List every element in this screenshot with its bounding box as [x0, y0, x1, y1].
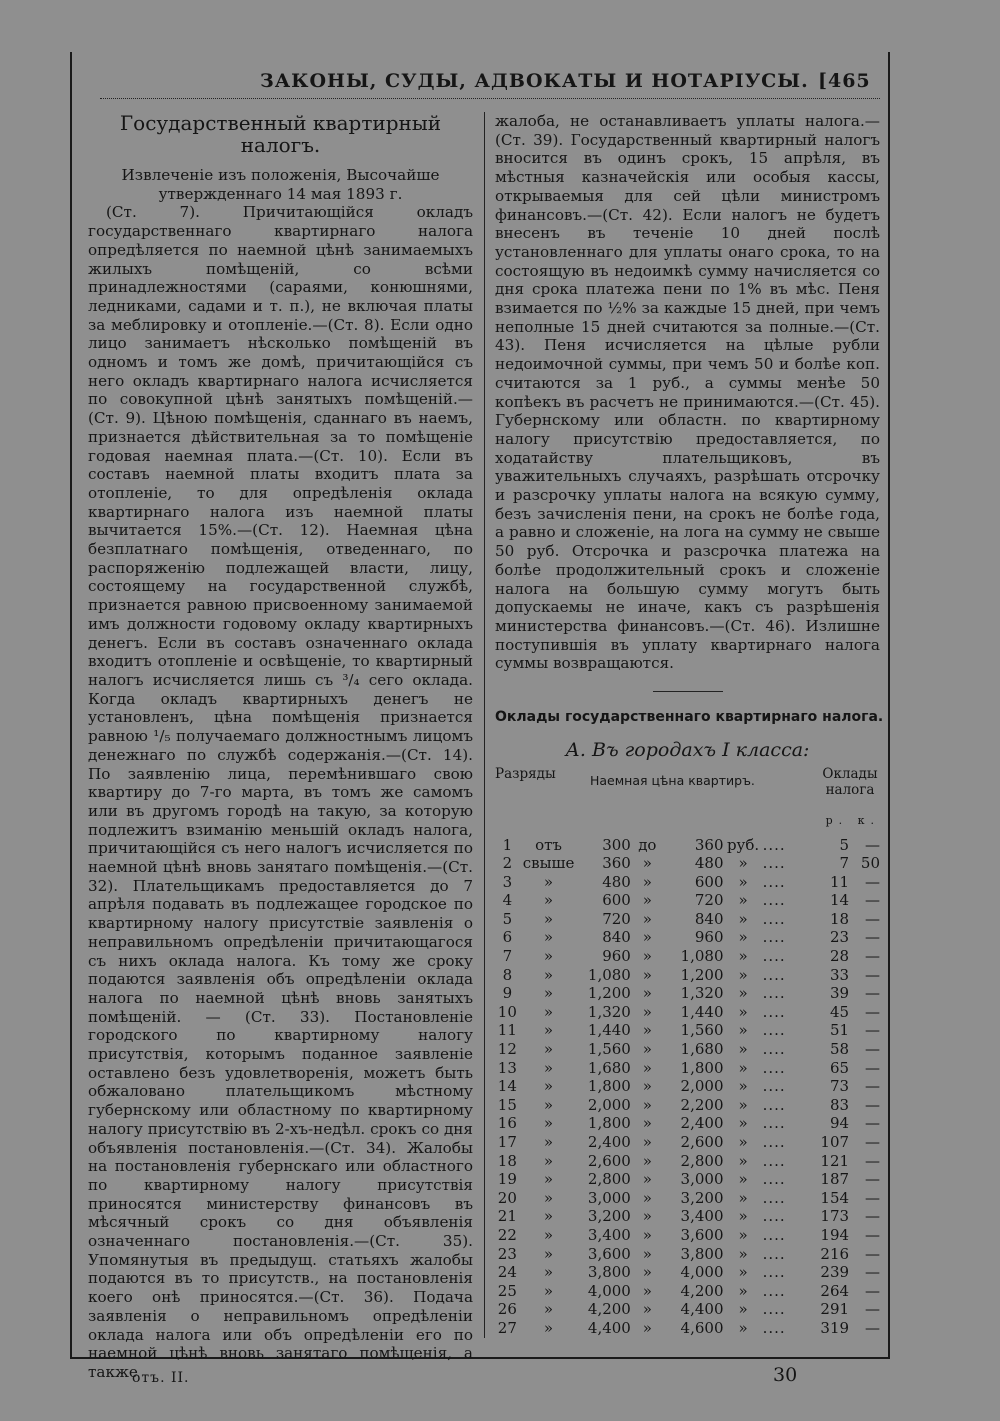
table-cell-n: 19	[497, 1170, 517, 1189]
table-row	[495, 1003, 880, 1022]
table-cell-k: —	[865, 1021, 880, 1040]
table-cell-r: 65	[829, 1058, 850, 1077]
table-cell-suf: »	[738, 1207, 748, 1226]
table-cell-mid: »	[642, 1225, 652, 1244]
table-cell-k: 50	[860, 854, 880, 873]
table-cell-r: 5	[839, 835, 850, 854]
table-cell-to: 1,320	[680, 984, 724, 1003]
table-cell-suf: »	[738, 1170, 748, 1189]
table-cell-dots: ....	[762, 1058, 786, 1077]
table-cell-k: —	[865, 1244, 880, 1263]
table-cell-suf: »	[738, 1114, 748, 1133]
table-cell-k: —	[865, 1077, 880, 1096]
table-cell-r: 18	[829, 909, 850, 928]
table-cell-dots: ....	[762, 835, 786, 854]
table-cell-n: 14	[497, 1077, 517, 1096]
table-cell-r: 14	[829, 891, 850, 910]
table-cell-r: 45	[829, 1002, 850, 1021]
table-cell-n: 10	[497, 1002, 517, 1021]
table-cell-to: 2,400	[680, 1114, 724, 1133]
table-cell-dots: ....	[762, 1263, 786, 1282]
table-cell-suf: »	[738, 891, 748, 910]
table-cell-pre: »	[543, 1002, 554, 1021]
table-cell-mid: »	[642, 928, 652, 947]
table-cell-from: 4,200	[587, 1300, 631, 1319]
table-row	[495, 854, 880, 873]
table-cell-from: 1,800	[587, 1077, 631, 1096]
table-cell-to: 2,000	[680, 1077, 724, 1096]
table-cell-pre: свыше	[522, 854, 575, 873]
table-cell-to: 2,600	[680, 1133, 724, 1151]
table-cell-from: 1,320	[587, 1002, 631, 1021]
table-cell-to: 3,800	[680, 1244, 724, 1263]
table-cell-to: 480	[694, 854, 724, 873]
table-cell-r: 319	[820, 1318, 850, 1337]
table-cell-r: 28	[829, 947, 850, 966]
table-cell-suf: »	[738, 1225, 748, 1244]
table-row	[495, 1096, 880, 1115]
table-cell-to: 2,200	[680, 1095, 724, 1114]
header-rub-kop: р. к.	[825, 813, 880, 827]
table-cell-n: 16	[497, 1114, 517, 1133]
table-cell-mid: »	[642, 1207, 652, 1226]
rates-table-body	[495, 836, 880, 1338]
table-cell-r: 58	[829, 1040, 850, 1059]
table-cell-to: 1,440	[680, 1002, 724, 1021]
article-title: Государственный квартирный налогъ.	[119, 111, 442, 157]
table-row	[495, 891, 880, 910]
table-cell-pre: »	[543, 891, 554, 910]
table-cell-pre: »	[543, 1095, 554, 1114]
rates-table	[495, 836, 880, 1338]
table-cell-dots: ....	[762, 984, 786, 1003]
table-cell-r: 23	[829, 928, 850, 947]
table-cell-n: 18	[497, 1151, 517, 1170]
table-cell-mid: »	[642, 1095, 652, 1114]
table-cell-r: 39	[829, 984, 850, 1003]
table-row	[495, 1077, 880, 1096]
table-cell-r: 187	[820, 1170, 850, 1189]
table-cell-mid: »	[642, 1300, 652, 1319]
table-cell-to: 720	[694, 891, 724, 910]
header-oklady: Оклады налога	[822, 765, 878, 798]
table-cell-dots: ....	[762, 1244, 786, 1263]
table-cell-to: 840	[694, 909, 724, 928]
table-cell-dots: ....	[762, 1225, 786, 1244]
table-cell-mid: »	[642, 1040, 652, 1059]
table-cell-suf: »	[738, 1077, 748, 1096]
table-cell-mid: »	[642, 947, 652, 966]
table-row	[495, 836, 880, 855]
table-row	[495, 1170, 880, 1189]
table-cell-from: 600	[602, 891, 631, 910]
table-cell-from: 1,200	[587, 984, 631, 1003]
table-cell-pre: »	[543, 1281, 554, 1300]
table-cell-dots: ....	[762, 928, 786, 947]
table-cell-suf: »	[738, 1300, 748, 1319]
table-cell-suf: »	[738, 965, 748, 984]
table-cell-from: 3,200	[587, 1207, 631, 1226]
table-row	[495, 1245, 880, 1264]
table-cell-mid: »	[642, 1002, 652, 1021]
table-cell-to: 4,600	[680, 1318, 724, 1337]
table-cell-suf: »	[738, 928, 748, 947]
table-cell-k: —	[865, 891, 880, 910]
table-row	[495, 1133, 880, 1152]
table-cell-k: —	[865, 984, 880, 1003]
table-header	[495, 766, 880, 836]
table-cell-from: 360	[602, 854, 631, 873]
table-cell-from: 2,000	[587, 1095, 631, 1114]
table-row	[495, 984, 880, 1003]
table-cell-mid: »	[642, 1281, 652, 1300]
table-cell-k: —	[865, 1095, 880, 1114]
table-cell-n: 20	[497, 1188, 517, 1207]
table-cell-dots: ....	[762, 1281, 786, 1300]
table-cell-to: 1,080	[680, 947, 724, 966]
table-row	[495, 1021, 880, 1040]
table-cell-to: 2,800	[680, 1151, 724, 1170]
table-cell-dots: ....	[762, 1095, 786, 1114]
table-row	[495, 1189, 880, 1208]
table-cell-k: —	[865, 1263, 880, 1282]
table-cell-pre: »	[543, 909, 554, 928]
table-cell-dots: ....	[762, 947, 786, 966]
table-cell-pre: »	[543, 1040, 554, 1059]
table-cell-r: 121	[820, 1151, 850, 1170]
table-cell-k: —	[865, 928, 880, 947]
table-cell-n: 7	[502, 947, 513, 966]
table-cell-pre: »	[543, 872, 554, 891]
table-cell-from: 1,560	[587, 1040, 631, 1059]
table-cell-to: 4,000	[680, 1263, 724, 1282]
table-cell-dots: ....	[762, 891, 786, 910]
table-row	[495, 1040, 880, 1059]
table-cell-n: 5	[502, 909, 513, 928]
table-cell-suf: »	[738, 1263, 748, 1282]
article-subtitle: Извлеченіе изъ положенія, Высочайше утвержденнаго 14 мая 1893 г.	[121, 166, 440, 203]
table-cell-to: 1,800	[680, 1058, 724, 1077]
table-cell-suf: »	[738, 947, 748, 966]
table-cell-from: 840	[602, 928, 631, 947]
table-cell-to: 1,680	[680, 1040, 724, 1059]
table-row	[495, 1226, 880, 1245]
table-cell-dots: ....	[762, 854, 786, 873]
table-cell-k: —	[865, 1170, 880, 1189]
table-cell-pre: »	[543, 1225, 554, 1244]
right-column	[495, 112, 884, 1338]
table-cell-mid: »	[642, 1318, 652, 1337]
table-cell-k: —	[865, 1188, 880, 1207]
table-cell-pre: »	[543, 1300, 554, 1319]
table-cell-r: 264	[820, 1281, 850, 1300]
table-cell-n: 21	[497, 1207, 517, 1226]
table-cell-r: 216	[820, 1244, 850, 1263]
running-head	[260, 70, 871, 92]
table-cell-n: 25	[497, 1281, 517, 1300]
table-cell-suf: »	[738, 1281, 748, 1300]
table-cell-dots: ....	[762, 1002, 786, 1021]
table-cell-r: 51	[829, 1021, 850, 1040]
header-rule	[100, 98, 880, 109]
table-cell-mid: »	[642, 854, 652, 873]
table-cell-mid: »	[642, 872, 652, 891]
table-cell-k: —	[865, 909, 880, 928]
page-number: [465	[818, 70, 871, 92]
table-cell-dots: ....	[762, 1114, 786, 1133]
table-cell-from: 3,600	[587, 1244, 631, 1263]
table-cell-from: 1,080	[587, 965, 631, 984]
table-cell-to: 360	[694, 835, 724, 854]
table-cell-pre: »	[543, 965, 554, 984]
table-cell-suf: »	[738, 1133, 748, 1151]
table-cell-r: 194	[820, 1225, 850, 1244]
table-cell-suf: »	[738, 1151, 748, 1170]
table-cell-pre: »	[543, 1058, 554, 1077]
table-row	[495, 1059, 880, 1078]
table-cell-r: 291	[820, 1300, 850, 1319]
table-cell-r: 107	[820, 1133, 850, 1151]
table-row	[495, 966, 880, 985]
table-cell-mid: »	[642, 1170, 652, 1189]
table-subtitle: А. Въ городахъ I класса:	[565, 738, 810, 761]
table-cell-dots: ....	[762, 1207, 786, 1226]
table-cell-k: —	[865, 947, 880, 966]
column-divider	[484, 112, 485, 1338]
table-cell-k: —	[865, 835, 880, 854]
table-cell-k: —	[865, 965, 880, 984]
table-cell-from: 300	[602, 835, 631, 854]
table-cell-dots: ....	[762, 1170, 786, 1189]
table-cell-pre: »	[543, 1021, 554, 1040]
table-cell-from: 3,000	[587, 1188, 631, 1207]
table-cell-r: 94	[829, 1114, 850, 1133]
table-cell-n: 1	[502, 835, 513, 854]
table-cell-k: —	[865, 1058, 880, 1077]
table-cell-mid: »	[642, 1133, 652, 1151]
table-cell-from: 2,400	[587, 1133, 631, 1151]
table-cell-to: 3,200	[680, 1188, 724, 1207]
table-cell-from: 4,400	[587, 1318, 631, 1337]
table-row	[495, 873, 880, 892]
table-cell-n: 22	[497, 1225, 517, 1244]
table-row	[495, 1300, 880, 1319]
table-cell-dots: ....	[762, 909, 786, 928]
running-head-title: ЗАКОНЫ, СУДЫ, АДВОКАТЫ И НОТАРІУСЫ.	[260, 70, 809, 92]
table-cell-pre: »	[543, 1188, 554, 1207]
table-cell-r: 7	[839, 854, 850, 873]
table-row	[495, 910, 880, 929]
table-cell-suf: »	[738, 1058, 748, 1077]
table-cell-suf: »	[738, 854, 748, 873]
table-cell-from: 1,680	[587, 1058, 631, 1077]
table-row	[495, 1114, 880, 1133]
table-cell-mid: »	[642, 909, 652, 928]
table-cell-from: 720	[602, 909, 631, 928]
table-cell-to: 3,400	[680, 1207, 724, 1226]
table-cell-mid: »	[642, 1263, 652, 1282]
table-cell-k: —	[865, 1207, 880, 1226]
table-cell-pre: »	[543, 1114, 554, 1133]
table-cell-pre: »	[543, 1077, 554, 1096]
article-body-right: жалоба, не останавливаетъ уплаты налога.—(Ст. 39). Государственный квартирный налогъ вносится въ одинъ срокъ, 15 апрѣля, въ мѣстныя казначейскія или особыя кассы, открываемыя для сей цѣли министромъ финансовъ.—(Ст. 42). Если налогъ не будетъ внесенъ въ теченіе 10 дней послѣ установленнаго для уплаты онаго срока, то на состоящую въ недоимкѣ сумму начисляется со дня срока платежа пени по 1% въ мѣс. Пеня взимается по ½% за каждые 15 дней, при чемъ неполные 15 дней считаются за полные.—(Ст. 43). Пеня исчисляется на цѣлые рубли недоимочной суммы, при чемъ 50 и болѣе коп. считаются за 1 руб., а суммы менѣе 50 копѣекъ въ расчетъ не принимаются.—(Ст. 45). Губернскому или областн. по квартирному налогу присутствію предоставляется, по ходатайству плательщиковъ, въ уважительныхъ случаяхъ, разрѣшать отсрочку и разсрочку уплаты налога на всякую сумму, безъ зачисленія пени, на срокъ не болѣе года, а равно и сложеніе, на лога на сумму не свыше 50 руб. Отсрочка и разсрочка платежа на болѣе продолжительный срокъ и сложеніе налога на большую сумму могутъ быть допускаемы не иначе, какъ съ разрѣшенія министерства финансовъ.—(Ст. 46). Излишне поступившія въ уплату квартирнаго налога суммы возвращаются.	[495, 112, 880, 673]
table-cell-k: —	[865, 1002, 880, 1021]
footer-signature: отъ. II.	[132, 1370, 190, 1386]
table-cell-k: —	[865, 1225, 880, 1244]
header-naemnaya-cena: Наемная цѣна квартиръ.	[590, 772, 755, 788]
table-cell-k: —	[865, 1300, 880, 1319]
article-body-left: (Ст. 7). Причитающійся окладъ государственнаго квартирнаго налога опредѣляется по наемной цѣнѣ занимаемыхъ жилыхъ помѣщеній, со всѣми принадлежностями (сараями, конюшнями, ледниками, садами и т. п.), не включая платы за меблировку и отопленіе.—(Ст. 8). Если одно лицо занимаетъ нѣсколько помѣщеній въ одномъ и томъ же домѣ, причитающійся съ него окладъ квартирнаго налога исчисляется по совокупной цѣнѣ занятыхъ помѣщеній.—(Ст. 9). Цѣною помѣщенія, сданнаго въ наемъ, признается дѣйствительная за то помѣщеніе годовая наемная плата.—(Ст. 10). Если въ составъ наемной платы входитъ плата за отопленіе, то для опредѣленія оклада квартирнаго налога изъ наемной платы вычитается 15%.—(Ст. 12). Наемная цѣна безплатнаго помѣщенія, отведеннаго, по распоряженію подлежащей власти, лицу, состоящему на государственной службѣ, признается равною присвоенному занимаемой имъ должности годовому окладу квартирныхъ денегъ. Если въ составъ означеннаго оклада входитъ отопленіе и освѣщеніе, то квартирный налогъ исчисляется лишь съ ³/₄ сего оклада. Когда окладъ квартирныхъ денегъ не установленъ, цѣна помѣщенія признается равною ¹/₅ получаемаго должностнымъ лицомъ денежнаго по службѣ содержанія.—(Ст. 14). По заявленію лица, перемѣнившаго свою квартиру до 7-го марта, въ томъ же самомъ или въ другомъ городѣ на такую, за которую подлежитъ взиманію меньшій окладъ налога, причитающійся съ него налогъ исчисляется по наемной цѣнѣ вновь занятаго помѣщенія.—(Ст. 32). Плательщикамъ предоставляется до 7 апрѣля подавать въ подлежащее городское по квартирному налогу присутствіе заявленія о неправильномъ опредѣленіи причитающагося съ нихъ оклада налога. Къ тому же сроку подаются заявленія объ опредѣленіи оклада налога по наемной цѣнѣ вновь занятыхъ помѣщеній. — (Ст. 33). Постановленіе городского по квартирному налогу присутствія, которымъ поданное заявленіе оставлено безъ удовлетворенія, можетъ быть обжаловано плательщикомъ мѣстному губернскому или областному по квартирному налогу присутствію въ 2-хъ-недѣл. срокъ со дня объявленія постановленія.—(Ст. 34). Жалобы на постановленія губернскаго или областного по квартирному налогу присутствія приносятся министерству финансовъ въ мѣсячный срокъ со дня объявленія означеннаго постановленія.—(Ст. 35). Упомянутыя въ предыдущ. статьяхъ жалобы подаются въ то присутств., на постановленія коего онѣ приносятся.—(Ст. 36). Подача заявленія о неправильномъ опредѣленіи оклада налога или объ опредѣленіи его по наемной цѣнѣ вновь занятаго помѣщенія, а также	[88, 203, 473, 1381]
table-cell-suf: »	[738, 984, 748, 1003]
table-cell-n: 4	[502, 891, 513, 910]
table-cell-mid: »	[642, 1188, 652, 1207]
table-cell-r: 173	[820, 1207, 850, 1226]
table-cell-pre: »	[543, 1244, 554, 1263]
table-cell-dots: ....	[762, 1300, 786, 1319]
table-cell-to: 3,000	[680, 1170, 724, 1189]
table-cell-n: 15	[497, 1095, 517, 1114]
table-cell-pre: »	[543, 984, 554, 1003]
table-cell-mid: »	[642, 891, 652, 910]
table-cell-k: —	[865, 1318, 880, 1337]
table-cell-from: 2,800	[587, 1170, 631, 1189]
table-cell-suf: »	[738, 1021, 748, 1040]
table-row	[495, 1207, 880, 1226]
table-cell-mid: »	[642, 965, 652, 984]
table-cell-suf: »	[738, 1095, 748, 1114]
table-cell-n: 8	[502, 965, 513, 984]
table-cell-pre: отъ	[535, 835, 562, 854]
table-cell-pre: »	[543, 1263, 554, 1282]
table-cell-n: 11	[497, 1021, 517, 1040]
table-cell-k: —	[865, 1151, 880, 1170]
table-cell-to: 3,600	[680, 1225, 724, 1244]
table-cell-from: 1,440	[587, 1021, 631, 1040]
table-cell-dots: ....	[762, 1188, 786, 1207]
table-cell-dots: ....	[762, 1318, 786, 1337]
table-cell-k: —	[865, 1133, 880, 1151]
table-cell-to: 960	[694, 928, 724, 947]
table-cell-pre: »	[543, 947, 554, 966]
table-cell-from: 480	[602, 872, 631, 891]
table-cell-pre: »	[543, 1318, 554, 1337]
table-cell-r: 239	[820, 1263, 850, 1282]
table-cell-dots: ....	[762, 1077, 786, 1096]
header-razryady: Разряды	[495, 765, 556, 782]
table-cell-dots: ....	[762, 1021, 786, 1040]
table-cell-mid: »	[642, 1021, 652, 1040]
table-cell-mid: »	[642, 1151, 652, 1170]
table-row	[495, 928, 880, 947]
table-cell-r: 83	[829, 1095, 850, 1114]
table-cell-to: 1,560	[680, 1021, 724, 1040]
table-cell-mid: до	[638, 835, 657, 854]
table-cell-r: 73	[829, 1077, 850, 1096]
table-cell-dots: ....	[762, 965, 786, 984]
section-rule	[653, 691, 723, 692]
left-column	[88, 112, 473, 1382]
table-row	[495, 1152, 880, 1171]
table-cell-n: 23	[497, 1244, 517, 1263]
table-cell-k: —	[865, 1281, 880, 1300]
table-cell-n: 27	[497, 1318, 517, 1337]
table-cell-n: 26	[497, 1300, 517, 1319]
table-cell-r: 11	[829, 872, 850, 891]
table-cell-pre: »	[543, 1207, 554, 1226]
table-cell-suf: »	[738, 1188, 748, 1207]
table-cell-k: —	[865, 1040, 880, 1059]
table-cell-suf: »	[738, 1002, 748, 1021]
table-cell-to: 4,200	[680, 1281, 724, 1300]
table-cell-from: 1,800	[587, 1114, 631, 1133]
table-cell-n: 24	[497, 1263, 517, 1282]
table-cell-from: 3,400	[587, 1225, 631, 1244]
table-cell-from: 4,000	[587, 1281, 631, 1300]
table-cell-from: 960	[602, 947, 631, 966]
table-cell-dots: ....	[762, 1133, 786, 1151]
table-cell-k: —	[865, 872, 880, 891]
table-cell-n: 12	[497, 1040, 517, 1059]
table-cell-n: 13	[497, 1058, 517, 1077]
table-cell-mid: »	[642, 1058, 652, 1077]
table-cell-n: 2	[502, 854, 513, 873]
table-cell-dots: ....	[762, 1040, 786, 1059]
table-cell-suf: »	[738, 909, 748, 928]
table-cell-suf: »	[738, 1040, 748, 1059]
table-cell-r: 33	[829, 965, 850, 984]
table-cell-suf: »	[738, 1318, 748, 1337]
footer-sheet-number: 30	[773, 1364, 798, 1386]
table-title: Оклады государственнаго квартирнаго налога.	[495, 709, 884, 726]
table-cell-mid: »	[642, 1077, 652, 1096]
table-row	[495, 1263, 880, 1282]
table-cell-from: 2,600	[587, 1151, 631, 1170]
table-cell-mid: »	[642, 1114, 652, 1133]
table-cell-dots: ....	[762, 1151, 786, 1170]
table-cell-k: —	[865, 1114, 880, 1133]
table-cell-dots: ....	[762, 872, 786, 891]
table-cell-mid: »	[642, 984, 652, 1003]
table-row	[495, 1282, 880, 1301]
table-cell-n: 9	[502, 984, 513, 1003]
table-cell-n: 17	[497, 1133, 517, 1151]
table-cell-mid: »	[642, 1244, 652, 1263]
table-cell-pre: »	[543, 928, 554, 947]
table-cell-pre: »	[543, 1170, 554, 1189]
table-cell-n: 3	[502, 872, 513, 891]
table-cell-to: 4,400	[680, 1300, 724, 1319]
table-cell-to: 1,200	[680, 965, 724, 984]
table-cell-n: 6	[502, 928, 513, 947]
table-cell-suf: »	[738, 1244, 748, 1263]
table-cell-r: 154	[820, 1188, 850, 1207]
table-cell-pre: »	[543, 1151, 554, 1170]
table-row	[495, 947, 880, 966]
table-cell-suf: руб.	[726, 835, 760, 854]
table-row	[495, 1319, 880, 1338]
table-cell-pre: »	[543, 1133, 554, 1151]
table-cell-from: 3,800	[587, 1263, 631, 1282]
table-cell-suf: »	[738, 872, 748, 891]
table-cell-to: 600	[694, 872, 724, 891]
